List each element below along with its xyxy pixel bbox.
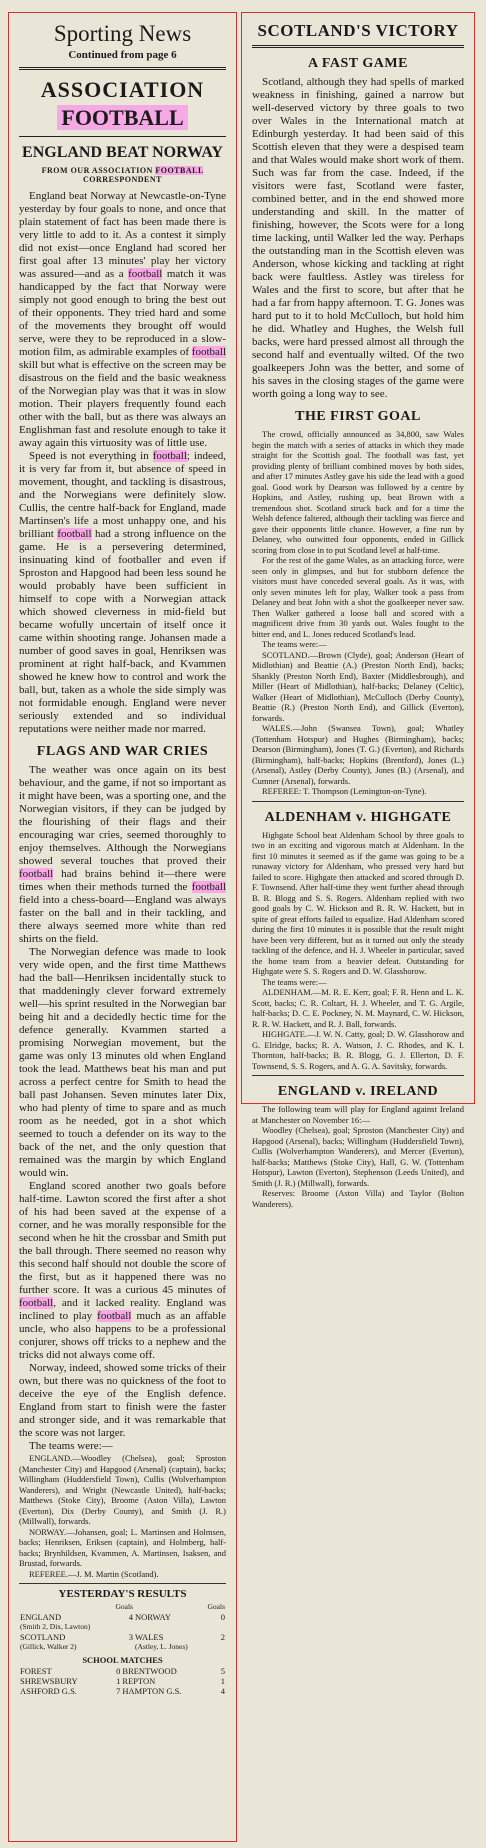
results-title: YESTERDAY'S RESULTS — [58, 1588, 187, 1600]
teams-intro: The teams were:— — [262, 639, 327, 649]
divider — [19, 136, 226, 137]
result-row: ENGLAND 4 NORWAY 0 — [20, 1612, 225, 1622]
paragraph: Norway, indeed, showed some tricks of their own, but there was no quickness of the foot to deceive the eye of the English defence. England from start to finish were the faster and stronger side, and it was remarkable that the score was not larger. — [19, 1362, 226, 1439]
masthead: Sporting News — [53, 21, 192, 46]
highlighted-word: football — [152, 450, 187, 462]
highlighted-word: football — [191, 881, 226, 893]
team-list-england-ireland: Woodley (Chelsea), goal; Sproston (Manchester City) and Hapgood (Arsenal), backs; Willingham (Huddersfield Town), Cullis (Wolverhampton Wanderers), and Mercer (Everton), half-backs; Matthews (Stoke City), Hall, G. W. (Tottenham Hotspur), Lawton (Everton), Stephenson (Leeds United), and Smith (J. R.) (Millwall), forwards. — [252, 1125, 464, 1188]
highlighted-word: FOOTBALL — [57, 105, 187, 130]
highlighted-word: football — [19, 868, 54, 880]
subheading: THE FIRST GOAL — [295, 409, 421, 424]
paragraph: England scored another two goals before half-time. Lawton scored the first after a shot of his had been saved at the expense of a corner, and he was morally responsible for the second when he hit the crossbar and Smith put the ball through. There seemed no reason why this second half should not double the score of the first, but as it happened there was no further score. It was a curious 45 minutes of football, and it lacked reality. England was inclined to play football much as an affable uncle, who also happens to be a professional conjurer, shows off tricks to a nephew and the tricks did not always come off. — [19, 1180, 226, 1361]
divider — [252, 1075, 464, 1076]
team-list-highgate: HIGHGATE.—J. W. N. Catty, goal; D. W. Glasshorow and G. Elridge, backs; R. A. Watson, J. C. Rhodes, and K. I. Thornton, half-backs; B. R. Blogg, G. J. Ellerton, D. F. Townsend, S. S. Rogers, and A. G. A. Savitsky, forwards. — [252, 1029, 464, 1071]
paragraph: The following team will play for England against Ireland at Manchester on November 16:— — [252, 1104, 464, 1125]
divider — [19, 1583, 226, 1584]
divider — [19, 67, 226, 70]
team-list-wales: WALES.—John (Swansea Town), goal; Whatley (Tottenham Hotspur) and Hughes (Birmingham), backs; Dearson (Birmingham), Jones (T. G.) (Everton), and Richards (Birmingham), half-backs; Hopkins (Brentford), Jones (L.) (Arsenal), Astley (Derby County), Jones (B.) (Arsenal), and Cumner (Arsenal), forwards. — [252, 723, 464, 786]
article-column-association-football — [8, 12, 237, 1842]
team-list-norway: NORWAY.—Johansen, goal; L. Martinsen and Holmsen, backs; Henriksen, Eriksen (captain), and Holmberg, half-backs; Brynhildsen, Kvammen, A. Martinsen, Isaksen, and Brustad, forwards. — [19, 1526, 226, 1568]
team-list-aldenham: ALDENHAM.—M. R. E. Kerr, goal; F. R. Henn and L. K. Scott, backs; C. R. Coltart, H. J. Wheeler, and T. G. Argile, half-backs; D. C. E. Pockney, N. M. Maynard, C. W. Hickson, R. R. W. Hackett, and R. J. Ball, forwards. — [252, 987, 464, 1029]
paragraph: The Norwegian defence was made to look very wide open, and the first time Matthews had the ball—Henriksen incidentally stuck to that maddeningly clever forward extremely well—his sprint resulted in the Norwegian bar being hit and a decidedly hectic time for the defence generally. Kvammen started a promising Norwegian movement, but the game was only 13 minutes old when England took the lead. Matthews beat his man and put across a perfect centre for Smith to head the ball past Johansen. Seven minutes later Dix, who had plenty of time to spare and as much room as he needed, got in a shot which seemed to touch a defender on its way to the back of the net, and the only question that remained was the margin by which England would win. — [19, 946, 226, 1179]
paragraph: Scotland, although they had spells of marked weakness in finishing, gained a narrow but well-deserved victory by three goals to two over Wales in the International match at Edinburgh yesterday. It had been said of this Scottish eleven that they were a despised team and that Wales would make short work of them. Such was far from the case. Indeed, if the visitors were fast, Scotland were faster, combined better, and in the end showed more understanding and skill. In the matter of finishing, however, the Scots were for a long time lacking, until Walker led the way. Perhaps the outstanding man in the Scottish eleven was Anderson, whose kicking and tackling at right back were faultless. Astley was tireless for Wales and the first to score, but after that he had a far from happy afternoon. T. G. Jones was hard put to it to hold McCulloch, but hold him he did. Whatley and Hughes, the Welsh full backs, were hard pressed almost all through the second half and eventually wilted. Of the two goalkeepers John was the better, and some of his saves in the closing stages of the game were worth going a long way to see. — [252, 76, 464, 400]
highlighted-word: football — [19, 1297, 54, 1309]
goals-header: Goals — [207, 1602, 225, 1611]
paragraph: England beat Norway at Newcastle-on-Tyne yesterday by four goals to none, and once that plain statement of fact has been made there is very little to add to it. As a contest it simply did not exist—once England had scored her first goal after 13 minutes' play her victory was assured—and as a football match it was handicapped by the fact that Norway were simply not good enough to bring the best out of their opponents. They tried hard and some of the movements they brought off would serve, were they to be reproduced in a slow-motion film, as admirable examples of football skill but what is effective on the screen may be disastrous on the field and the basic weakness of the Norwegian play was that it was in slow motion. Their players frequently found each other with the ball, but as there was always an Englishman fast and resolute enough to take it away again this virtuosity was of little use. — [19, 190, 226, 449]
teams-intro: The teams were:— — [262, 976, 327, 987]
highlighted-word: football — [97, 1310, 132, 1322]
reserves: Reserves: Broome (Aston Villa) and Taylor (Bolton Wanderers). — [252, 1188, 464, 1209]
paragraph: The weather was once again on its best behaviour, and the game, if not so important as it might have been, was a sporting one, and the Norwegian visitors, if they can be judged by the flourishing of their flags and their encouraging war cries, seemed thoroughly to enjoy themselves. Although the Norwegians showed several touches that proved their football had brains behind it—there were times when their methods turned the football field into a chess-board—England was always faster on the ball and in their tackling, and there always seemed more white than red shirts on the field. — [19, 764, 226, 945]
paragraph: The crowd, officially announced as 34,800, saw Wales begin the match with a series of attacks in which they made straight for the Scottish goal. The football was fast, yet providing plenty of brilliant combined moves by both sides, and after 17 minutes Astley gave his side the lead with a good goal. Good work by Dearson was followed by a centre by Hopkins, and Astley, rushing up, beat Brown with a tremendous shot. Scotland struck back and for a time the Welsh defence faltered, although their tackling was fierce and gave their opponents little chance. However, a fine run by Delaney, who outwitted four opponents, ended in Gillick scoring from close in to put Scotland level at half-time. — [252, 429, 464, 555]
goals-header: Goals — [115, 1602, 133, 1611]
article-column-scotland-victory — [241, 12, 475, 1209]
result-row: SCOTLAND 3 WALES 2 — [20, 1632, 225, 1642]
subheading: ALDENHAM v. HIGHGATE — [264, 809, 452, 825]
continued-note: Continued from page 6 — [68, 49, 177, 61]
divider — [252, 801, 464, 802]
result-row: FOREST 0 BRENTWOOD 5 — [20, 1666, 225, 1676]
scorers-row: (Smith 2, Dix, Lawton) — [20, 1622, 91, 1631]
article-headline: ENGLAND BEAT NORWAY — [22, 144, 223, 161]
section-title: ASSOCIATION — [40, 77, 205, 102]
subheading: ENGLAND v. IRELAND — [277, 1084, 439, 1099]
highlighted-word: FOOTBALL — [155, 166, 204, 175]
section-subtitle — [19, 106, 226, 130]
paragraph: Highgate School beat Aldenham School by three goals to two in an exciting and vigorous match at Aldenham. In the first 10 minutes it seemed as if the game was going to be a runaway victory for Aldenham, who pressed very hard but failed to score. Highgate then attacked and scored through D. F. Townsend. After half-time they went further ahead through B. R. Blogg and S. S. Rogers. Aldenham replied with two good goals by C. W. Hickson and R. R. W. Hackett, but in spite of great efforts failed to equalize. Had Aldenham scored during the first 10 minutes it is possible that the result might have been very different, but as it turned out only the steady tackling of the defence, and H. J. Wheeler in particular, saved the home team from a heavier defeat. Outstanding for Highgate were S. S. Rogers and D. W. Glasshorow. — [252, 829, 464, 976]
subheading: A FAST GAME — [308, 56, 408, 71]
byline: FROM OUR ASSOCIATION FOOTBALL CORRESPONDENT — [41, 166, 204, 184]
scorers-row: (Gillick, Walker 2) (Astley, L. Jones) — [20, 1642, 188, 1651]
team-list-england: ENGLAND.—Woodley (Chelsea), goal; Sproston (Manchester City) and Hapgood (Arsenal) (captain), backs; Willingham (Huddersfield Town), Cullis (Wolverhampton Wanderers), and Wright (Newcastle United), half-backs; Matthews (Stoke City), Broome (Aston Villa), Lawton (Everton), Dix (Derby County), and Smith (J. R.) (Millwall), forwards. — [19, 1453, 226, 1526]
team-list-scotland: SCOTLAND.—Brown (Clyde), goal; Anderson (Heart of Midlothian) and Beattie (A.) (Preston North End), backs; Shankly (Preston North End), Baxter (Middlesbrough), and Miller (Heart of Midlothian), half-backs; Delaney (Celtic), Walker (Heart of Midlothian), McCulloch (Derby County), Beattie (R.) (Preston North End), and Gillick (Everton), forwards. — [252, 649, 464, 723]
paragraph: Speed is not everything in football; indeed, it is very far from it, but absence of speed in movement, thought, and tackling is disastrous, and the Norwegians were definitely slow. Cullis, the centre half-back for England, made Martinsen's life a most unhappy one, and his brilliant football had a strong influence on the game. He is a persevering determined, insinuating kind of footballer and even if Sproston and Hapgood had been less sound he would probably have been sufficient in himself to cope with a Norwegian attack which showed cleverness in mid-field but became wofully uncertain of itself once it came within shooting range. Johansen made a number of good saves in goal, Henriksen was prominent at right half-back, and Kvammen showed he knew how to control and work the ball, but, taken as a whole the side simply was not formidable enough. England were never seriously extended and so individual reputations were neither made nor marred. — [19, 450, 226, 735]
school-results-table — [19, 1666, 226, 1696]
referee: REFEREE: T. Thompson (Lemington-on-Tyne). — [262, 786, 427, 796]
result-row: ASHFORD G.S. 7 HAMPTON G.S. 4 — [20, 1686, 225, 1696]
referee: REFEREE.—J. M. Martin (Scotland). — [29, 1568, 159, 1579]
result-row: SHREWSBURY 1 REPTON 1 — [20, 1676, 225, 1686]
school-matches-title: SCHOOL MATCHES — [82, 1655, 163, 1665]
results-table — [19, 1602, 226, 1652]
teams-intro: The teams were:— — [29, 1440, 113, 1452]
article-headline: SCOTLAND'S VICTORY — [257, 21, 459, 40]
subheading: FLAGS AND WAR CRIES — [36, 744, 209, 759]
divider — [252, 45, 464, 48]
highlighted-word: football — [191, 346, 226, 358]
highlighted-word: football — [57, 528, 92, 540]
paragraph: For the rest of the game Wales, as an attacking force, were seen only in glimpses, and but for stubborn defence the visitors must have conceded several goals. As it was, with only seven minutes left for play, Walker took a pass from Delaney and beat John with a shot the goalkeeper never saw. Then Walker gathered a loose ball and scored with a magnificent drive from 30 yards out. Wales fought to the bitter end, and L. Jones reduced Scotland's lead. — [252, 555, 464, 639]
highlighted-word: football — [128, 268, 163, 280]
